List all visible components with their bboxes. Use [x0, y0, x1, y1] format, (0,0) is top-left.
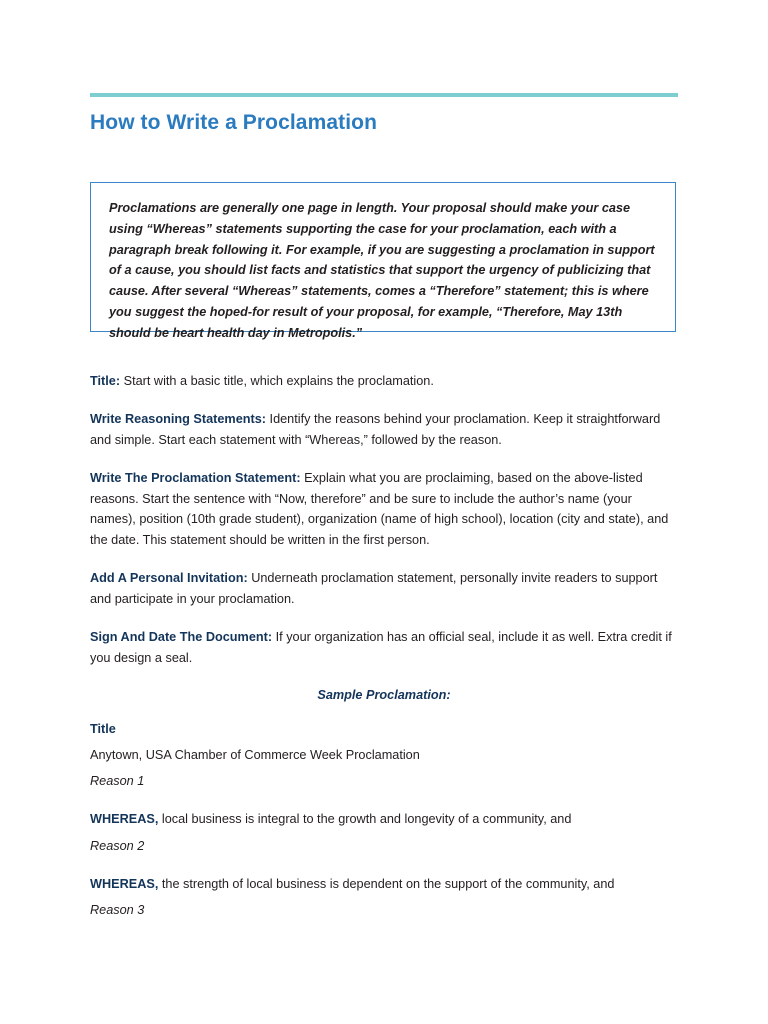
top-divider	[90, 93, 678, 97]
section-text: Start with a basic title, which explains the proclamation.	[120, 374, 434, 388]
whereas-text: the strength of local business is dependent on the support of the community, and	[158, 877, 615, 891]
whereas-label: WHEREAS,	[90, 812, 159, 826]
sample-reason-3: Reason 3	[90, 903, 145, 917]
section-label: Write The Proclamation Statement:	[90, 471, 301, 485]
page-title: How to Write a Proclamation	[90, 111, 378, 134]
sample-reason-2: Reason 2	[90, 839, 145, 853]
section-reasoning-statements	[90, 409, 680, 450]
section-label: Write Reasoning Statements:	[90, 412, 267, 426]
section-personal-invitation	[90, 568, 680, 609]
section-label: Sign And Date The Document:	[90, 630, 273, 644]
whereas-label: WHEREAS,	[90, 877, 159, 891]
section-title	[90, 371, 680, 392]
section-text: If your organization has an official seal, include it as well. Extra credit if you design a seal.	[90, 630, 672, 665]
sample-heading: Sample Proclamation:	[317, 688, 451, 702]
section-text: Underneath proclamation statement, personally invite readers to support and participate in your proclamation.	[90, 571, 658, 606]
section-text: Explain what you are proclaiming, based on the above-listed reasons. Start the sentence with “Now, therefore” and be sure to include the author’s name (your names), position (10th grade student), organization (name of high school), location (city and state), and the date. This statement should be written in the first person.	[90, 471, 669, 547]
sample-title-label: Title	[90, 722, 116, 736]
sample-whereas-2	[90, 874, 614, 894]
section-label: Add A Personal Invitation:	[90, 571, 248, 585]
section-sign-and-date	[90, 627, 680, 668]
sample-whereas-1	[90, 809, 571, 829]
sample-title-text: Anytown, USA Chamber of Commerce Week Proclamation	[90, 748, 420, 762]
section-label: Title:	[90, 374, 121, 388]
whereas-text: local business is integral to the growth and longevity of a community, and	[158, 812, 572, 826]
intro-callout-box	[90, 182, 676, 340]
sample-reason-1: Reason 1	[90, 774, 145, 788]
section-proclamation-statement	[90, 468, 680, 550]
section-text: Identify the reasons behind your proclamation. Keep it straightforward and simple. Start each statement with “Whereas,” followed by the reason.	[90, 412, 661, 447]
intro-text: Proclamations are generally one page in length. Your proposal should make your case using “Whereas” statements supporting the case for your proclamation, each with a paragraph break following it. For example, if you are suggesting a proclamation in support of a cause, you should list facts and statistics that support the urgency of publicizing that cause. After several “Whereas” statements, comes a “Therefore” statement; this is where you suggest the hoped-for result of your proposal, for example, “Therefore, May 13th should be heart health day in Metropolis.”	[109, 201, 655, 340]
